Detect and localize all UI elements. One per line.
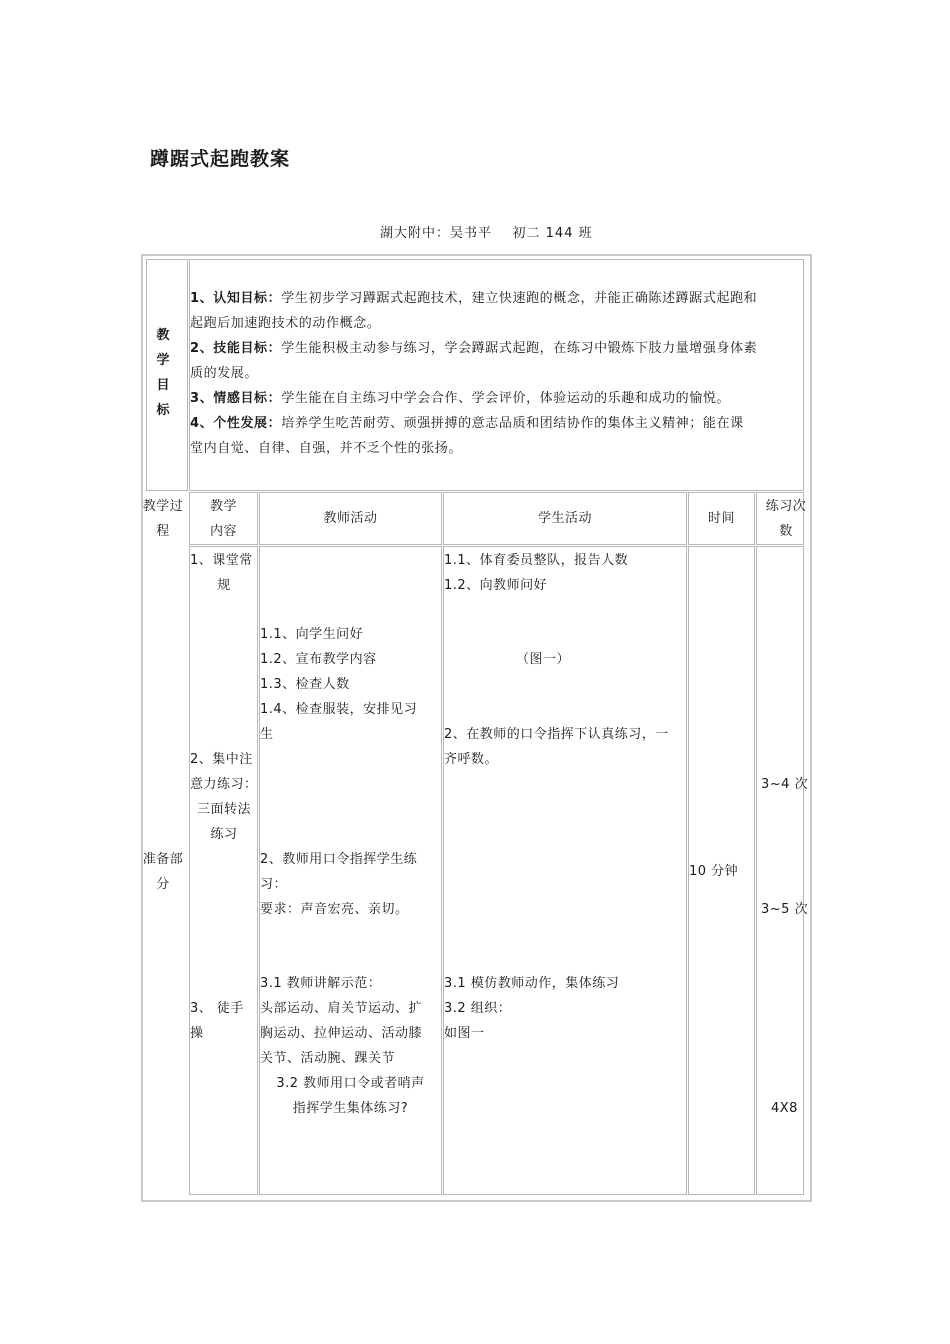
content-2-line3: 三面转法: [196, 802, 251, 817]
content-1-line2: 规: [217, 578, 231, 593]
teacher-1-4: 1.4、检查服装，安排见习: [260, 702, 418, 717]
header-process-2: 程: [156, 524, 170, 539]
teacher-2-1: 2、教师用口令指挥学生练: [260, 852, 418, 867]
document-title: 蹲踞式起跑教案: [150, 148, 291, 170]
header-process-1: 教学过: [142, 499, 184, 514]
student-1-2: 1.2、向教师问好: [444, 578, 548, 593]
teacher-1-2: 1.2、宣布教学内容: [260, 652, 377, 667]
content-1-line1: 1、课堂常: [190, 553, 253, 568]
reps-1: 3~4 次: [761, 777, 809, 792]
objective-3-line1: 学生能在自主练习中学会合作、学会评价，体验运动的乐趣和成功的愉悦。: [281, 391, 731, 406]
objectives-label-4: 标: [156, 403, 170, 418]
content-3-line1: 3、 徒手: [190, 1001, 244, 1016]
teacher-1-3: 1.3、检查人数: [260, 677, 350, 692]
objective-4-num: 4、: [190, 416, 214, 431]
student-3-3: 如图一: [444, 1026, 485, 1041]
header-student: 学生活动: [537, 511, 592, 526]
objective-1-line2: 起跑后加速跑技术的动作概念。: [190, 316, 381, 331]
objective-2-line2: 质的发展。: [190, 366, 259, 381]
teacher-1-1: 1.1、向学生问好: [260, 627, 364, 642]
objective-4-line1: 培养学生吃苦耐劳、顽强拼搏的意志品质和团结协作的集体主义精神；能在课: [281, 416, 744, 431]
objective-2-line1: 学生能积极主动参与练习，学会蹲踞式起跑，在练习中锻炼下肢力量增强身体素: [281, 341, 758, 356]
header-content-1: 教学: [209, 499, 237, 514]
student-2-1: 2、在教师的口令指挥下认真练习，一: [444, 727, 669, 742]
header-reps-2: 数: [779, 524, 793, 539]
objective-3-num: 3、: [190, 391, 214, 406]
objective-4-line2: 堂内自觉、自律、自强，并不乏个性的张扬。: [190, 441, 463, 456]
prep-student-cell: [443, 546, 687, 1195]
teacher-3-2: 头部运动、肩关节运动、扩: [260, 1001, 423, 1016]
objective-1-num: 1、: [190, 291, 214, 306]
header-content-2: 内容: [209, 524, 237, 539]
student-3-2: 3.2 组织：: [444, 1001, 512, 1016]
objective-1-label: 认知目标：: [213, 291, 282, 306]
teacher-4-1: 3.2 教师用口令或者哨声: [276, 1076, 425, 1091]
teacher-3-3: 胸运动、拉伸运动、活动膝: [260, 1026, 423, 1041]
objective-3-label: 情感目标：: [213, 391, 282, 406]
content-2-line4: 练习: [210, 827, 238, 842]
teacher-4-2: 指挥学生集体练习?: [292, 1101, 409, 1116]
student-2-2: 齐呼数。: [444, 752, 499, 767]
student-3-1: 3.1 模仿教师动作，集体练习: [444, 976, 620, 991]
reps-3: 4X8: [771, 1101, 798, 1116]
teacher-2-3: 要求：声音宏亮、亲切。: [260, 902, 409, 917]
objective-4-label: 个性发展：: [213, 416, 282, 431]
prep-label-1: 准备部: [142, 852, 184, 867]
header-reps-1: 练习次: [765, 499, 807, 514]
header-time: 时间: [707, 511, 735, 526]
prep-label-2: 分: [156, 877, 170, 892]
objectives-label-2: 学: [156, 353, 170, 368]
objective-cognitive: [190, 286, 818, 336]
objectives-label-3: 目: [156, 378, 170, 393]
objective-affective: [190, 386, 818, 411]
prep-time: 10 分钟: [689, 864, 739, 879]
prep-content-cell: [189, 546, 258, 1195]
reps-2: 3~5 次: [761, 902, 809, 917]
content-2-line1: 2、集中注: [190, 752, 253, 767]
objective-skill: [190, 336, 818, 386]
objective-2-num: 2、: [190, 341, 214, 356]
content-3-line2: 操: [190, 1026, 204, 1041]
teacher-1-5: 生: [260, 727, 274, 742]
student-1-1: 1.1、体育委员整队，报告人数: [444, 553, 629, 568]
objective-personality: [190, 411, 818, 461]
teacher-3-1: 3.1 教师讲解示范：: [260, 976, 382, 991]
teacher-2-2: 习：: [260, 877, 288, 892]
content-2-line2: 意力练习：: [190, 777, 258, 792]
author-line: 湖大附中：吴书平 初二 144 班: [380, 226, 593, 241]
figure-label: （图一）: [515, 652, 570, 667]
header-teacher: 教师活动: [323, 511, 378, 526]
teacher-3-4: 关节、活动腕、踝关节: [260, 1051, 396, 1066]
objectives-label-1: 教: [156, 328, 170, 343]
objective-2-label: 技能目标：: [213, 341, 282, 356]
objective-1-line1: 学生初步学习蹲踞式起跑技术，建立快速跑的概念，并能正确陈述蹲踞式起跑和: [281, 291, 758, 306]
